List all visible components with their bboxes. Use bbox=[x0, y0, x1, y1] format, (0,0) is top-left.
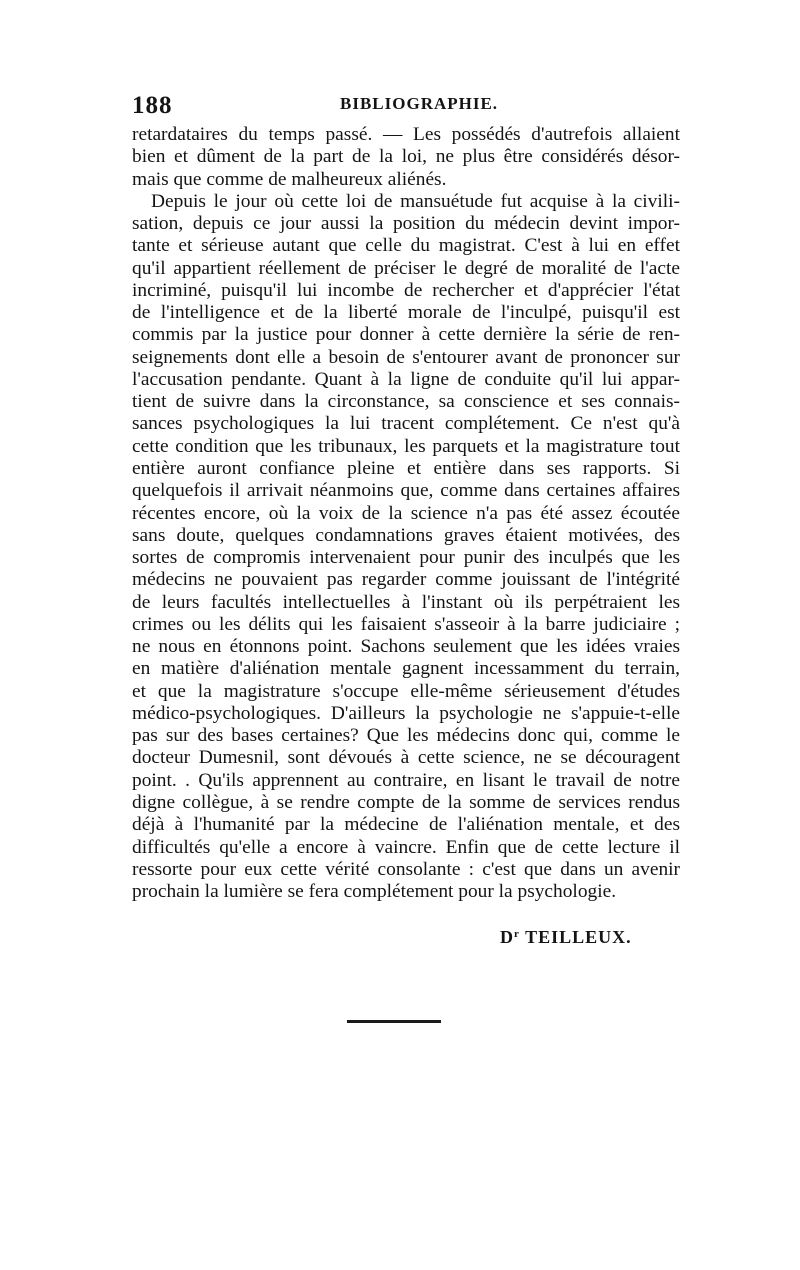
text-line: mais que comme de malheureux aliénés. bbox=[132, 168, 447, 190]
text-line: sation, depuis ce jour aussi la position du médecin devint impor- bbox=[132, 213, 680, 235]
text-line: commis par la justice pour donner à cette dernière la série de ren- bbox=[132, 324, 680, 346]
end-rule bbox=[347, 1020, 441, 1023]
signature-title: D bbox=[500, 927, 514, 947]
page-header bbox=[132, 92, 680, 122]
text-line: digne collègue, à se rendre compte de la somme de services rendus bbox=[132, 791, 680, 813]
running-head: BIBLIOGRAPHIE. bbox=[340, 94, 499, 113]
text-line: tante et sérieuse autant que celle du magistrat. C'est à lui en effet bbox=[132, 235, 680, 257]
text-line: qu'il appartient réellement de préciser le degré de moralité de l'acte bbox=[132, 257, 680, 279]
text-line: Depuis le jour où cette loi de mansuétude fut acquise à la civili- bbox=[151, 190, 680, 212]
signature bbox=[500, 927, 632, 948]
text-line: cette condition que les tribunaux, les parquets et la magistrature tout bbox=[132, 435, 680, 457]
text-line: en matière d'aliénation mentale gagnent incessamment du terrain, bbox=[132, 658, 680, 680]
text-line: de l'intelligence et de la liberté morale de l'inculpé, puisqu'il est bbox=[132, 302, 680, 324]
text-line: entière auront confiance pleine et entière dans ses rapports. Si bbox=[132, 457, 680, 479]
body-text bbox=[132, 124, 680, 903]
text-line: récentes encore, où la voix de la science n'a pas été assez écoutée bbox=[132, 502, 680, 524]
text-line: docteur Dumesnil, sont dévoués à cette science, ne se découragent bbox=[132, 747, 680, 769]
text-line: crimes ou les délits qui les faisaient s'asseoir à la barre judiciaire ; bbox=[132, 613, 680, 635]
text-line: de leurs facultés intellectuelles à l'instant où ils perpétraient les bbox=[132, 591, 680, 613]
text-line: sances psychologiques la lui tracent complétement. Ce n'est qu'à bbox=[132, 413, 680, 435]
text-line: l'accusation pendante. Quant à la ligne de conduite qu'il lui appar- bbox=[132, 368, 680, 390]
text-line: ressorte pour eux cette vérité consolante : c'est que dans un avenir bbox=[132, 858, 680, 880]
text-line: et que la magistrature s'occupe elle-même sérieusement d'études bbox=[132, 680, 680, 702]
text-line: tient de suivre dans la circonstance, sa conscience et ses connais- bbox=[132, 391, 680, 413]
text-line: sans doute, quelques condamnations graves étaient motivées, des bbox=[132, 524, 680, 546]
text-line: pas sur des bases certaines? Que les médecins donc qui, comme le bbox=[132, 725, 680, 747]
text-line: point. . Qu'ils apprennent au contraire, en lisant le travail de notre bbox=[132, 769, 680, 791]
text-line: sortes de compromis intervenaient pour punir des inculpés que les bbox=[132, 547, 680, 569]
text-line: quelquefois il arrivait néanmoins que, comme dans certaines affaires bbox=[132, 480, 680, 502]
text-line: incriminé, puisqu'il lui incombe de rechercher et d'apprécier l'état bbox=[132, 279, 680, 301]
text-line: bien et dûment de la part de la loi, ne plus être considérés désor- bbox=[132, 146, 680, 168]
signature-name: TEILLEUX. bbox=[525, 927, 632, 947]
signature-title-sup: r bbox=[514, 928, 520, 940]
text-line: prochain la lumière se fera complétement pour la psychologie. bbox=[132, 881, 617, 903]
text-line: médecins ne pouvaient pas regarder comme jouissant de l'intégrité bbox=[132, 569, 680, 591]
text-line: difficultés qu'elle a encore à vaincre. Enfin que de cette lecture il bbox=[132, 836, 680, 858]
text-line: déjà à l'humanité par la médecine de l'aliénation mentale, et des bbox=[132, 814, 680, 836]
text-line: médico-psychologiques. D'ailleurs la psychologie ne s'appuie-t-elle bbox=[132, 702, 680, 724]
text-line: retardataires du temps passé. — Les possédés d'autrefois allaient bbox=[132, 124, 680, 145]
page-number: 188 bbox=[132, 92, 173, 119]
text-line: seignements dont elle a besoin de s'entourer avant de prononcer sur bbox=[132, 346, 680, 368]
text-line: ne nous en étonnons point. Sachons seulement que les idées vraies bbox=[132, 636, 680, 658]
